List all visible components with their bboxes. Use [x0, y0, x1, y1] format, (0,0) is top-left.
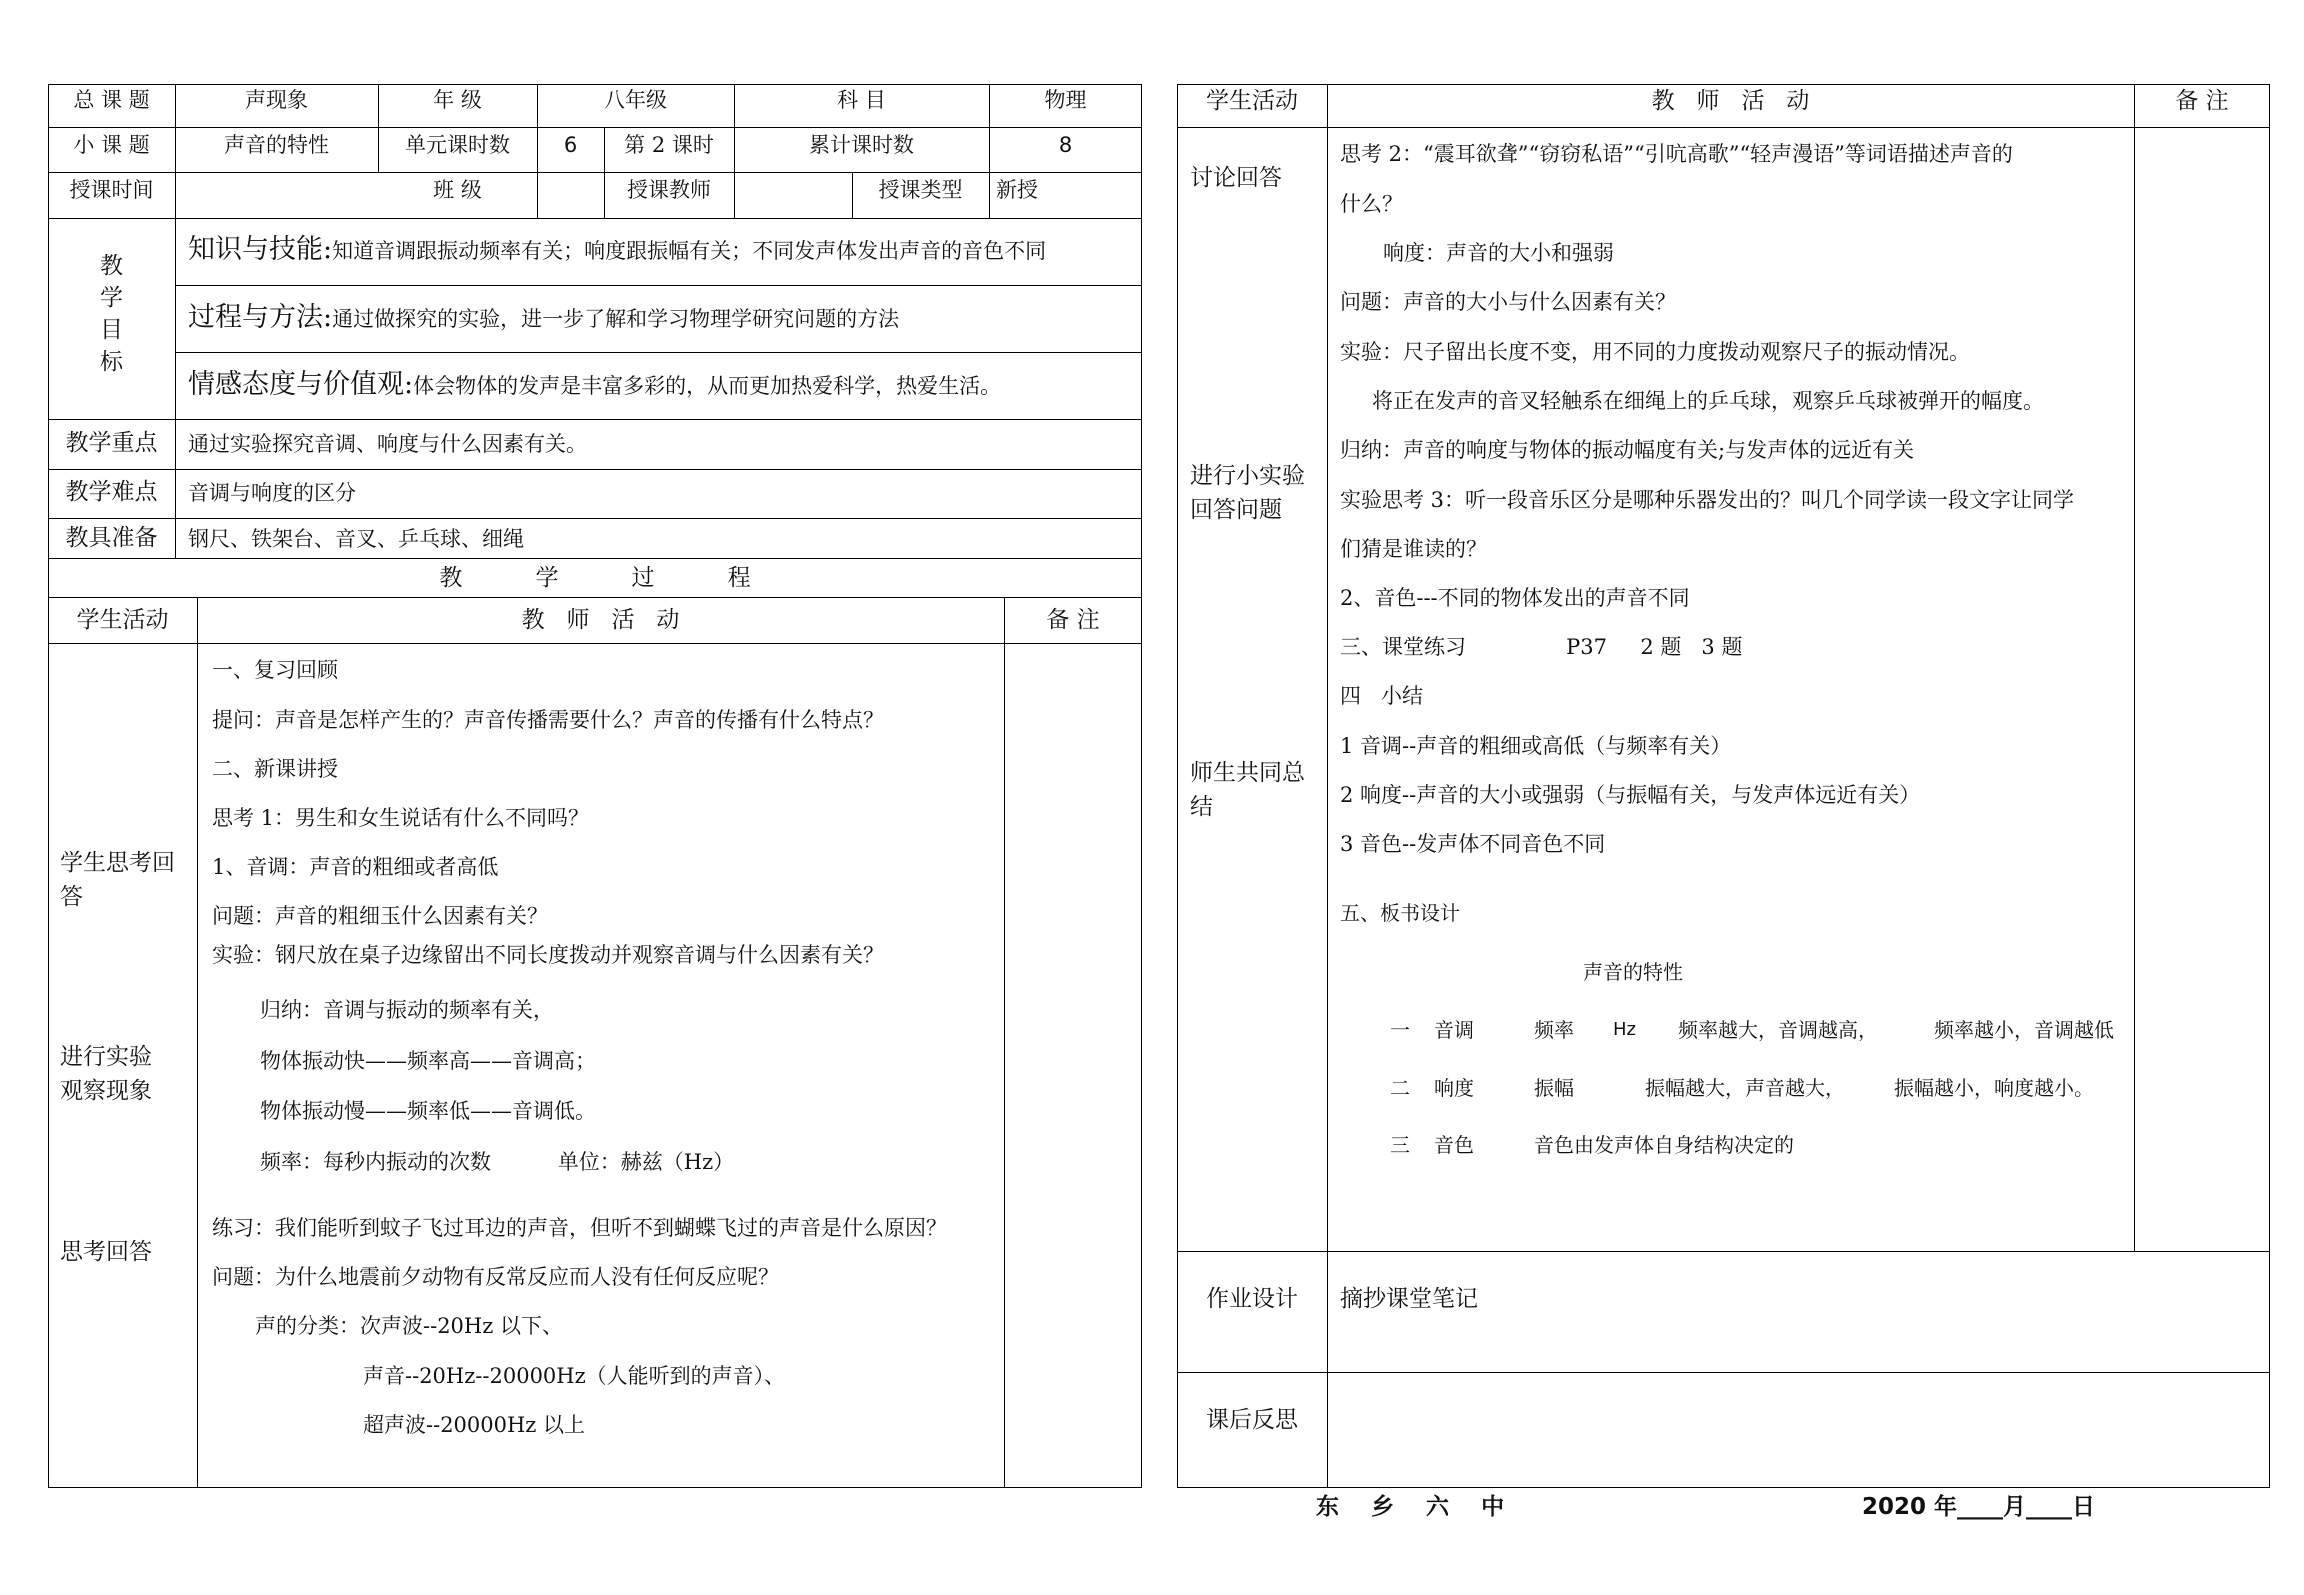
homework-text: 摘抄课堂笔记 [1340, 1286, 1478, 1312]
left-line: 实验：钢尺放在桌子边缘留出不同长度拨动并观察音调与什么因素有关？ [212, 943, 884, 967]
right-student-label-2: 进行小实验 回答问题 [1190, 463, 1305, 523]
left-student-label-2: 进行实验 观察现象 [60, 1044, 152, 1104]
focus-text: 通过实验探究音调、响度与什么因素有关。 [188, 432, 587, 456]
right-line: 问题：声音的大小与什么因素有关？ [1340, 290, 1676, 314]
left-line: 超声波--20000Hz 以上 [363, 1413, 586, 1437]
left-line: 1、音调：声音的粗细或者高低 [212, 855, 499, 879]
right-line: 什么？ [1340, 192, 1403, 216]
header-label-class-time: 授课时间 [69, 178, 154, 202]
left-line: 物体振动快——频率高——音调高； [260, 1049, 596, 1073]
header-label-sub-topic: 小 课 题 [73, 133, 150, 157]
header-lesson-number: 第 2 课时 [624, 133, 714, 157]
header-label-teacher: 授课教师 [627, 178, 711, 202]
tools-label: 教具准备 [65, 525, 158, 551]
header-value-main-topic: 声现象 [245, 88, 308, 112]
right-line: 实验：尺子留出长度不变，用不同的力度拨动观察尺子的振动情况。 [1340, 340, 1970, 364]
board-row-1-unit: Hz [1613, 1019, 1636, 1040]
board-row-3-num: 三 [1390, 1133, 1410, 1157]
board-row-2-factor: 振幅 [1534, 1076, 1574, 1100]
board-heading: 五、板书设计 [1340, 901, 1460, 925]
left-col-student: 学生活动 [76, 607, 169, 633]
difficulty-text: 音调与响度的区分 [188, 481, 356, 505]
header-label-unit-hours: 单元课时数 [405, 133, 510, 157]
header-value-sub-topic: 声音的特性 [224, 133, 329, 157]
right-col-note: 备 注 [2175, 88, 2229, 114]
reflection-label: 课后反思 [1206, 1407, 1298, 1433]
right-line: 将正在发声的音叉轻触系在细绳上的乒乓球，观察乒乓球被弹开的幅度。 [1372, 389, 2044, 413]
board-row-3-term: 音色 [1434, 1133, 1474, 1157]
right-line: 三、课堂练习 P37 2 题 3 题 [1340, 635, 1743, 659]
goal-attitude: 情感态度与价值观:体会物体的发声是丰富多彩的，从而更加热爱科学，热爱生活。 [188, 369, 1002, 400]
right-line: 1 音调--声音的粗细或高低（与频率有关） [1340, 734, 1732, 758]
homework-label: 作业设计 [1206, 1286, 1298, 1312]
board-row-2-term: 响度 [1434, 1076, 1474, 1100]
header-value-subject: 物理 [1044, 88, 1087, 112]
board-row-3-factor: 音色由发声体自身结构决定的 [1534, 1133, 1794, 1157]
right-line: 归纳：声音的响度与物体的振动幅度有关;与发声体的远近有关 [1340, 438, 1915, 462]
board-row-1-term: 音调 [1434, 1018, 1474, 1042]
left-line: 一、复习回顾 [212, 658, 338, 682]
footer-date: 2020 年____月____日 [1862, 1494, 2096, 1520]
left-col-note: 备 注 [1046, 607, 1100, 633]
right-line: 响度：声音的大小和强弱 [1383, 241, 1614, 265]
right-col-student: 学生活动 [1206, 88, 1298, 114]
board-row-1-factor: 频率 [1534, 1018, 1574, 1042]
left-line: 物体振动慢——频率低——音调低。 [260, 1099, 596, 1123]
board-row-1-num: 一 [1390, 1018, 1410, 1042]
header-label-main-topic: 总 课 题 [73, 88, 150, 112]
right-line: 2 响度--声音的大小或强弱（与振幅有关，与发声体远近有关） [1340, 783, 1921, 807]
header-label-grade: 年 级 [433, 88, 482, 112]
header-value-grade: 八年级 [604, 88, 667, 112]
left-line: 声的分类：次声波--20Hz 以下、 [255, 1314, 563, 1338]
left-line: 频率：每秒内振动的次数 单位：赫兹（Hz） [260, 1150, 735, 1174]
header-label-subject: 科 目 [837, 88, 886, 112]
right-line: 四 小结 [1340, 684, 1424, 708]
footer-school: 东 乡 六 中 [1316, 1494, 1505, 1520]
left-line: 练习：我们能听到蚊子飞过耳边的声音，但听不到蝴蝶飞过的声音是什么原因？ [212, 1216, 947, 1240]
goal-knowledge: 知识与技能:知道音调跟振动频率有关；响度跟振幅有关；不同发声体发出声音的音色不同 [188, 234, 1047, 265]
left-line: 二、新课讲授 [212, 757, 338, 781]
right-line: 2、音色---不同的物体发出的声音不同 [1340, 586, 1690, 610]
left-line: 归纳：音调与振动的频率有关， [260, 998, 554, 1022]
right-col-teacher: 教 师 活 动 [1651, 88, 1810, 114]
right-student-label-3: 师生共同总 结 [1190, 760, 1305, 820]
header-value-lesson-type: 新授 [996, 178, 1038, 202]
goal-process: 过程与方法:通过做探究的实验，进一步了解和学习物理学研究问题的方法 [188, 302, 900, 333]
tools-text: 钢尺、铁架台、音叉、乒乓球、细绳 [188, 527, 524, 551]
board-row-2-num: 二 [1390, 1076, 1410, 1100]
left-student-label-1: 学生思考回 答 [60, 850, 175, 910]
difficulty-label: 教学难点 [65, 479, 158, 505]
header-label-total-hours: 累计课时数 [809, 133, 914, 157]
header-value-unit-hours: 6 [563, 133, 578, 157]
right-line: 们猜是谁读的？ [1340, 537, 1487, 561]
header-label-class: 班 级 [433, 178, 482, 202]
left-line: 思考 1：男生和女生说话有什么不同吗？ [212, 806, 590, 830]
focus-label: 教学重点 [65, 430, 158, 456]
right-line: 思考 2：“震耳欲聋”“窃窃私语”“引吭高歌”“轻声漫语”等词语描述声音的 [1340, 142, 2013, 166]
board-row-1-rule-b: 频率越小，音调越低 [1934, 1018, 2114, 1042]
left-line: 提问：声音是怎样产生的？声音传播需要什么？声音的传播有什么特点？ [212, 708, 884, 732]
left-line: 问题：声音的粗细玉什么因素有关？ [212, 904, 548, 928]
left-col-teacher: 教 师 活 动 [521, 607, 680, 633]
board-row-2-rule-a: 振幅越大，声音越大， [1645, 1076, 1845, 1100]
right-student-label-1: 讨论回答 [1190, 165, 1282, 191]
board-row-2-rule-b: 振幅越小，响度越小。 [1894, 1076, 2094, 1100]
header-value-total-hours: 8 [1058, 133, 1073, 157]
right-line: 实验思考 3：听一段音乐区分是哪种乐器发出的？叫几个同学读一段文字让同学 [1340, 488, 2075, 512]
goals-label: 教 学 目 标 [100, 253, 123, 375]
left-student-label-3: 思考回答 [60, 1239, 152, 1265]
left-line: 问题：为什么地震前夕动物有反常反应而人没有任何反应呢？ [212, 1265, 779, 1289]
left-line: 声音--20Hz--20000Hz（人能听到的声音）、 [363, 1364, 786, 1388]
header-label-lesson-type: 授课类型 [878, 178, 963, 202]
right-line: 3 音色--发声体不同音色不同 [1340, 832, 1606, 856]
board-row-1-rule-a: 频率越大，音调越高， [1678, 1018, 1878, 1042]
process-title: 教 学 过 程 [439, 565, 751, 591]
board-title: 声音的特性 [1583, 960, 1683, 984]
